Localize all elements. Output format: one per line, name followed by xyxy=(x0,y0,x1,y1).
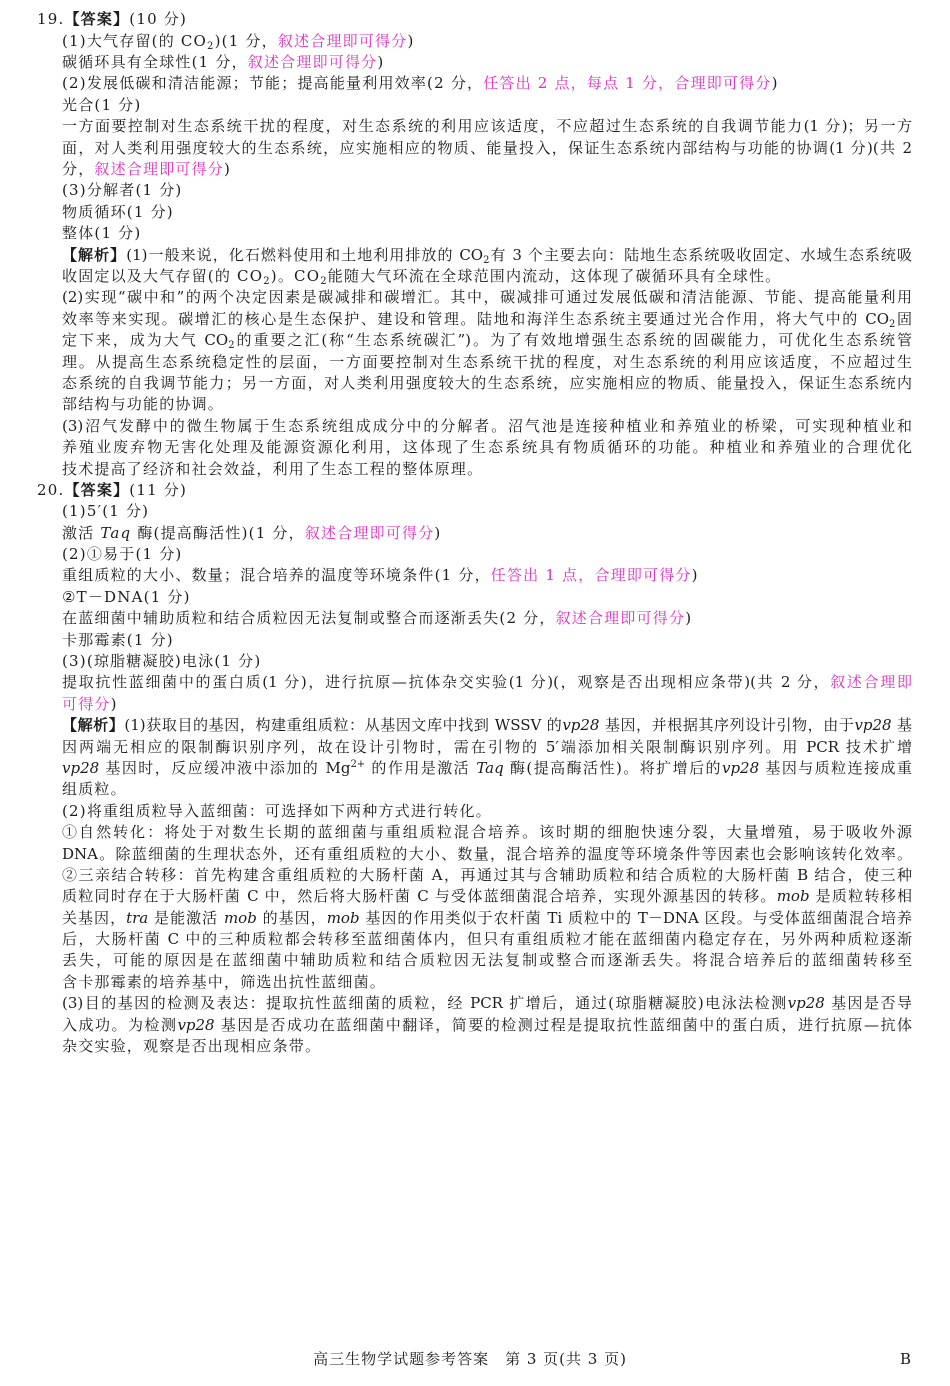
text-run: 是质粒转移相 xyxy=(809,887,912,906)
scoring-note: 可得分 xyxy=(62,694,111,713)
text-run: 基因是否成功在蓝细菌中翻译，简要的检测过程是提取抗性蓝细菌中的蛋白质，进行抗原—抗体 xyxy=(214,1015,912,1034)
text-run: (2)将重组质粒导入蓝细菌：可选择如下两种方式进行转化。 xyxy=(62,801,492,820)
text-run: ②三亲结合转移：首先构建含重组质粒的大肠杆菌 A，再通过其与含辅助质粒和结合质粒的大肠杆菌 B 结合，使三种 xyxy=(62,865,912,884)
text-run: 组质粒。 xyxy=(62,780,127,799)
text-line xyxy=(62,1015,912,1036)
italic-term: vp28 xyxy=(854,716,892,735)
text-run: ) xyxy=(407,31,415,50)
section-label: 【解析】 xyxy=(62,716,125,735)
section-label: 【答案】 xyxy=(64,480,130,499)
text-run: 定下来，成为大气 CO xyxy=(62,331,229,350)
text-line xyxy=(62,202,912,223)
text-line xyxy=(62,116,912,137)
scoring-note: 叙述合理即可得分 xyxy=(304,523,435,542)
text-run: 光合(1 分) xyxy=(62,95,142,114)
text-line xyxy=(62,715,912,736)
text-run: 基因与质粒连接成重 xyxy=(759,758,912,777)
italic-term: mob xyxy=(776,887,810,906)
text-run: 是能激活 xyxy=(148,908,224,927)
text-run: DNA。除蓝细菌的生理状态外，还有重组质粒的大小、数量，混合培养的温度等环境条件等因素也会影响该转化效率。 xyxy=(62,844,912,863)
text-run: 后，大肠杆菌 C 中的三种质粒都会转移至蓝细菌体内，但只有重组质粒才能在蓝细菌内稳定存在，另外两种质粒逐渐 xyxy=(62,930,912,949)
text-line xyxy=(62,245,912,266)
text-line xyxy=(62,972,912,993)
italic-term: vp28 xyxy=(177,1015,215,1034)
italic-term: mob xyxy=(326,908,360,927)
text-run: 碳循环具有全球性(1 分， xyxy=(62,53,248,72)
subscript: 2 xyxy=(263,275,271,287)
text-run: 卡那霉素(1 分) xyxy=(62,630,174,649)
text-run: 提取抗性蓝细菌中的蛋白质(1 分)，进行抗原—抗体杂交实验(1 分)(，观察是否出现相应条带)(共 2 分， xyxy=(62,673,831,692)
subscript: 2 xyxy=(228,340,235,352)
subscript: 2 xyxy=(207,40,215,52)
text-run: 激活 xyxy=(62,523,101,542)
text-run: ①自然转化：将处于对数生长期的蓝细菌与重组质粒混合培养。该时期的细胞快速分裂，大量增殖，易于吸收外源 xyxy=(62,823,912,842)
italic-term: vp28 xyxy=(721,758,760,777)
text-run: ) xyxy=(771,74,779,93)
text-run: 含卡那霉素的培养基中，筛选出抗性蓝细菌。 xyxy=(62,972,387,991)
text-line xyxy=(62,801,912,822)
scoring-note: 叙述合理即可得分 xyxy=(555,609,686,628)
text-run: ) xyxy=(110,694,118,713)
text-run: 有 3 个主要去向：陆地生态系统吸收固定、水域生态系统吸 xyxy=(489,245,912,264)
text-run: 能随大气环流在全球范围内流动，这体现了碳循环具有全球性。 xyxy=(327,266,782,285)
text-line xyxy=(62,523,912,544)
text-run: ) xyxy=(685,609,693,628)
text-run: 20. xyxy=(37,480,65,499)
text-run: (2)实现“碳中和”的两个决定因素是碳减排和碳增汇。其中，碳减排可通过发展低碳和清洁能源、节能、提高能量利用 xyxy=(62,288,912,307)
text-run: (10 分) xyxy=(129,10,188,29)
text-run: 分， xyxy=(62,160,95,179)
text-line xyxy=(62,373,912,394)
text-run: (3)(琼脂糖凝胶)电泳(1 分) xyxy=(62,652,262,671)
italic-term: Taq xyxy=(100,523,132,542)
text-run: 因两端无相应的限制酶识别序列，故在设计引物时，需在引物的 5′端添加相关限制酶识别序列。用 PCR 技术扩增 xyxy=(62,737,912,756)
text-run: 收固定以及大气存留(的 CO xyxy=(62,266,264,285)
text-run: (1)大气存留(的 CO xyxy=(62,31,208,50)
italic-term: vp28 xyxy=(562,716,600,735)
text-run: 固 xyxy=(895,309,912,328)
text-run: 效率等来实现。碳增汇的核心是生态保护、建设和管理。陆地和海洋生态系统主要通过光合作用，将大气中的 CO xyxy=(62,309,889,328)
text-run: ) xyxy=(224,160,232,179)
text-line xyxy=(62,672,912,693)
text-line xyxy=(62,52,912,73)
text-run: 物质循环(1 分) xyxy=(62,202,174,221)
paper-version-label: B xyxy=(900,1350,912,1368)
text-line xyxy=(62,1036,912,1057)
text-line xyxy=(62,223,912,244)
text-run: 理。从提高生态系统稳定性的层面，一方面要控制对生态系统干扰的程度，对生态系统的利用应该适度，不应超过生 xyxy=(62,352,912,371)
text-run: (1)获取目的基因，构建重组质粒：从基因文库中找到 WSSV 的 xyxy=(124,716,563,735)
text-run: 19. xyxy=(37,10,65,29)
superscript: 2+ xyxy=(350,758,366,770)
text-line xyxy=(62,309,912,330)
text-line xyxy=(62,565,912,586)
text-run: 的基因， xyxy=(256,908,327,927)
scoring-note: 叙述合理即可得分 xyxy=(277,31,408,50)
subscript: 2 xyxy=(320,275,328,287)
text-line xyxy=(62,73,912,94)
text-line xyxy=(62,95,912,116)
text-run: )。CO xyxy=(270,266,321,285)
text-line xyxy=(62,330,912,351)
scoring-note: 任答出 2 点，每点 1 分，合理即可得分 xyxy=(483,74,772,93)
text-run: ②T－DNA(1 分) xyxy=(62,587,191,606)
text-run: 基因时，反应缓冲液中添加的 Mg xyxy=(99,758,351,777)
text-run: 酶(提高酶活性)。将扩增后的 xyxy=(503,758,722,777)
subscript: 2 xyxy=(483,254,490,266)
text-run: 质粒同时存在于大肠杆菌 C 中，然后将大肠杆菌 C 与受体蓝细菌混合培养，实现外源基因的转移。 xyxy=(62,887,777,906)
text-line xyxy=(62,587,912,608)
text-run: 面，对人类利用强度较大的生态系统，应实施相应的物质、能量投入，保证生态系统内部结构与功能的协调(1 分)(共 2 xyxy=(62,138,912,157)
text-line xyxy=(62,608,912,629)
text-run: 的作用是激活 xyxy=(365,758,477,777)
text-line xyxy=(62,929,912,950)
text-line xyxy=(62,459,912,480)
section-label: 【答案】 xyxy=(64,10,130,29)
text-run: 基 xyxy=(891,716,912,735)
text-run: 态系统的自我调节能力；另一方面，对人类利用强度较大的生态系统，应实施相应的物质、能量投入，保证生态系统内 xyxy=(62,373,912,392)
text-line xyxy=(62,138,912,159)
text-run: 基因的作用类似于农杆菌 Ti 质粒中的 T－DNA 区段。与受体蓝细菌混合培养 xyxy=(359,908,912,927)
text-line xyxy=(62,779,912,800)
text-line xyxy=(62,993,912,1014)
section-label: 【解析】 xyxy=(62,245,127,264)
answer-key-body xyxy=(0,9,950,1057)
question-heading xyxy=(37,9,887,30)
footer-title: 高三生物学试题参考答案 第 3 页(共 3 页) xyxy=(313,1350,627,1368)
text-run: (11 分) xyxy=(129,480,188,499)
text-line xyxy=(62,437,912,458)
text-line xyxy=(62,394,912,415)
text-line xyxy=(62,31,912,52)
text-run: 酶(提高酶活性)(1 分， xyxy=(131,523,305,542)
text-run: (2)①易于(1 分) xyxy=(62,545,183,564)
text-line xyxy=(62,180,912,201)
text-line xyxy=(62,287,912,308)
scoring-note: 任答出 1 点，合理即可得分 xyxy=(490,566,692,585)
italic-term: mob xyxy=(223,908,257,927)
text-run: ) xyxy=(434,523,442,542)
text-run: 在蓝细菌中辅助质粒和结合质粒因无法复制或整合而逐渐丢失(2 分， xyxy=(62,609,556,628)
text-run: (3)目的基因的检测及表达：提取抗性蓝细菌的质粒，经 PCR 扩增后，通过(琼脂糖凝胶)电泳法检测 xyxy=(62,994,788,1013)
italic-term: vp28 xyxy=(62,758,100,777)
text-line xyxy=(62,950,912,971)
text-line xyxy=(62,694,912,715)
scoring-note: 叙述合理即可得分 xyxy=(247,53,378,72)
text-line xyxy=(62,822,912,843)
text-run: (2)发展低碳和清洁能源；节能；提高能量利用效率(2 分， xyxy=(62,74,484,93)
text-run: 关基因， xyxy=(62,908,127,927)
text-line xyxy=(62,844,912,865)
text-line xyxy=(62,416,912,437)
scoring-note: 叙述合理即可得分 xyxy=(94,160,225,179)
text-run: 重组质粒的大小、数量；混合培养的温度等环境条件(1 分， xyxy=(62,566,491,585)
text-line xyxy=(62,886,912,907)
text-run: ) xyxy=(377,53,385,72)
text-line xyxy=(62,865,912,886)
italic-term: Taq xyxy=(476,758,504,777)
text-run: 入成功。为检测 xyxy=(62,1015,178,1034)
text-line xyxy=(62,908,912,929)
text-run: 基因，并根据其序列设计引物，由于 xyxy=(599,716,855,735)
text-line xyxy=(62,758,912,779)
text-line xyxy=(62,630,912,651)
text-line xyxy=(62,501,912,522)
text-run: 基因是否导 xyxy=(824,994,912,1013)
text-run: 的重要之汇(称“生态系统碳汇”)。为了有效地增强生态系统的固碳能力，可优化生态系统管 xyxy=(234,331,912,350)
subscript: 2 xyxy=(889,318,896,330)
text-line xyxy=(62,737,912,758)
text-run: (3)沼气发酵中的微生物属于生态系统组成成分中的分解者。沼气池是连接种植业和养殖业的桥梁，可实现种植业和 xyxy=(62,416,912,435)
scoring-note: 叙述合理即 xyxy=(830,673,912,692)
text-run: 一方面要控制对生态系统干扰的程度，对生态系统的利用应该适度，不应超过生态系统的自我调节能力(1 分)；另一方 xyxy=(62,117,912,136)
text-run: ) xyxy=(691,566,699,585)
text-run: 整体(1 分) xyxy=(62,224,142,243)
text-line xyxy=(62,159,912,180)
text-line xyxy=(62,651,912,672)
text-run: )(1 分， xyxy=(214,31,278,50)
text-run: (1)一般来说，化石燃料使用和土地利用排放的 CO xyxy=(126,245,484,264)
text-line xyxy=(62,266,912,287)
text-run: 丢失，可能的原因是在蓝细菌中辅助质粒和结合质粒因无法复制或整合而逐渐丢失。将混合培养后的蓝细菌转移至 xyxy=(62,951,912,970)
text-run: (1)5′(1 分) xyxy=(62,502,150,521)
page-footer xyxy=(0,1349,940,1370)
text-run: 养殖业废弃物无害化处理及能源资源化利用，这体现了生态系统具有物质循环的功能。种植业和养殖业的合理优化 xyxy=(62,438,912,457)
italic-term: tra xyxy=(126,908,149,927)
question-heading xyxy=(37,480,887,501)
italic-term: vp28 xyxy=(787,994,825,1013)
text-run: 技术提高了经济和社会效益，利用了生态工程的整体原理。 xyxy=(62,459,484,478)
text-line xyxy=(62,544,912,565)
text-run: 部结构与功能的协调。 xyxy=(62,395,225,414)
text-run: (3)分解者(1 分) xyxy=(62,181,183,200)
text-run: 杂交实验，观察是否出现相应条带。 xyxy=(62,1037,322,1056)
text-line xyxy=(62,352,912,373)
